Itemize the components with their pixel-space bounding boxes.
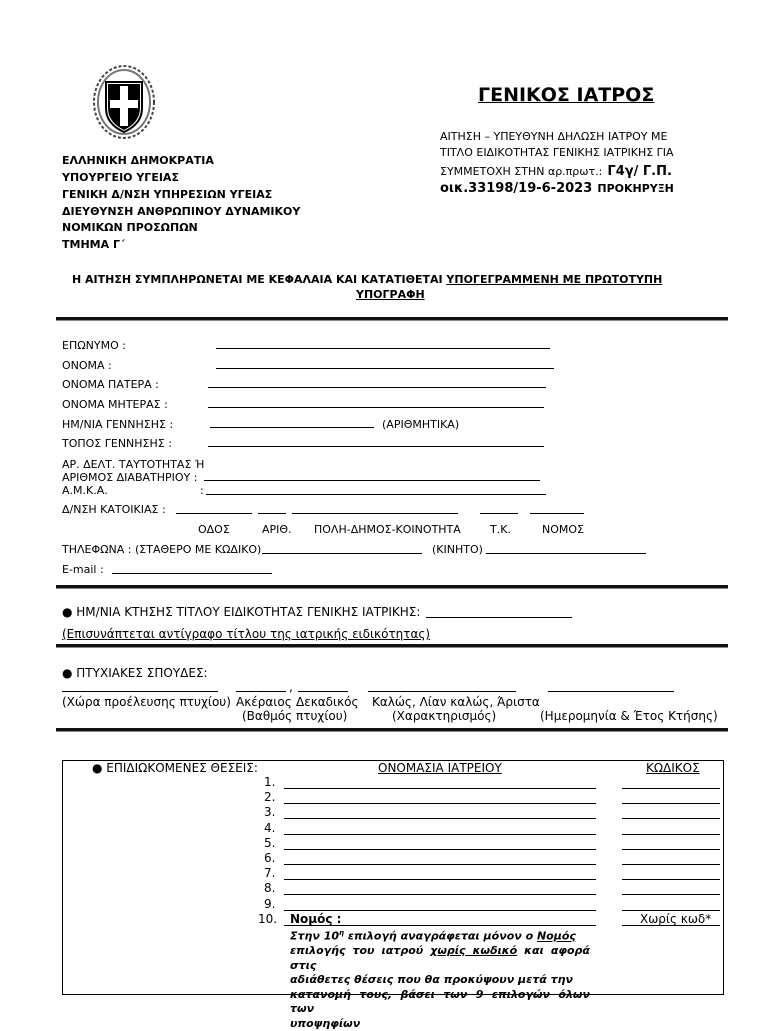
grade-comma: , bbox=[289, 680, 293, 694]
clinic-code-field[interactable] bbox=[622, 849, 720, 850]
no-code-underline bbox=[622, 925, 720, 926]
clinic-code-field[interactable] bbox=[622, 803, 720, 804]
birthplace-field[interactable] bbox=[208, 446, 544, 447]
note-line: επιλογής του ιατρού χωρίς κωδικό και αφορά στις bbox=[290, 944, 590, 972]
tenth-choice-note bbox=[290, 926, 590, 1031]
decimal-caption: Δεκαδικός bbox=[296, 695, 359, 709]
acquisition-date-field[interactable] bbox=[548, 691, 674, 692]
org-line: ΤΜΗΜΑ Γ΄ bbox=[62, 238, 125, 251]
position-row-number: 6. bbox=[264, 851, 276, 865]
postcode-field[interactable] bbox=[480, 513, 518, 514]
city-field[interactable] bbox=[292, 513, 458, 514]
birthplace-label: ΤΟΠΟΣ ΓΕΝΝΗΣΗΣ : bbox=[62, 437, 172, 450]
subtitle-line: ΤΙΤΛΟ ΕΙΔΙΚΟΤΗΤΑΣ ΓΕΝΙΚΗΣ ΙΑΤΡΙΚΗΣ ΓΙΑ bbox=[440, 146, 674, 159]
note-line: αδιάθετες θέσεις που θα προκύψουν μετά την bbox=[290, 973, 573, 987]
email-field[interactable] bbox=[112, 573, 272, 574]
clinic-name-field[interactable] bbox=[284, 834, 596, 835]
divider bbox=[56, 585, 728, 589]
notice-text: Η ΑΙΤΗΣΗ ΣΥΜΠΛΗΡΩΝΕΤΑΙ ΜΕ ΚΕΦΑΛΑΙΑ ΚΑΙ ΚΑΤΑΤΙΘΕΤΑΙ bbox=[72, 273, 447, 286]
date-caption: (Ημερομηνία & Έτος Κτήσης) bbox=[540, 709, 718, 723]
divider bbox=[56, 728, 728, 732]
protocol-code: Γ4γ/ Γ.Π. bbox=[607, 164, 672, 179]
clinic-code-field[interactable] bbox=[622, 879, 720, 880]
clinic-code-field[interactable] bbox=[622, 818, 720, 819]
org-line: ΥΠΟΥΡΓΕΙΟ ΥΓΕΙΑΣ bbox=[62, 171, 179, 184]
specialty-date-label: ● ΗΜ/ΝΙΑ ΚΤΗΣΗΣ ΤΙΤΛΟΥ ΕΙΔΙΚΟΤΗΤΑΣ ΓΕΝΙΚΗΣ ΙΑΤΡΙΚΗΣ: bbox=[62, 605, 421, 619]
amka-label: Α.Μ.Κ.Α. bbox=[62, 484, 108, 497]
clinic-name-field[interactable] bbox=[284, 803, 596, 804]
position-row-number: 1. bbox=[264, 775, 276, 789]
org-line: ΕΛΛΗΝΙΚΗ ΔΗΜΟΚΡΑΤΙΑ bbox=[62, 154, 214, 167]
address-part-prefecture: ΝΟΜΟΣ bbox=[542, 523, 584, 536]
divider bbox=[56, 644, 728, 648]
clinic-code-field[interactable] bbox=[622, 864, 720, 865]
notice-emphasis: ΥΠΟΓΕΓΡΑΜΜΕΝΗ ΜΕ ΠΡΩΤΟΤΥΠΗ bbox=[446, 273, 663, 286]
position-row-number: 4. bbox=[264, 820, 276, 835]
mother-field[interactable] bbox=[208, 407, 544, 408]
position-row-number: 8. bbox=[264, 881, 276, 896]
clinic-name-field[interactable] bbox=[284, 879, 596, 880]
grade-integer-field[interactable] bbox=[236, 691, 286, 692]
proclamation-label: ΠΡΟΚΗΡΥΞΗ bbox=[597, 182, 674, 195]
email-label: E-mail : bbox=[62, 563, 104, 576]
code-header: ΚΩΔΙΚΟΣ bbox=[646, 761, 700, 775]
address-part-street: ΟΔΟΣ bbox=[198, 523, 230, 536]
country-field[interactable] bbox=[62, 691, 218, 692]
id-label-1: ΑΡ. ΔΕΛΤ. ΤΑΥΤΟΤΗΤΑΣ Ή bbox=[62, 458, 205, 471]
notice-line-1 bbox=[72, 273, 662, 286]
specialty-note: (Επισυνάπτεται αντίγραφο τίτλου της ιατρικής ειδικότητας) bbox=[62, 627, 431, 641]
notice-line-2: ΥΠΟΓΡΑΦΗ bbox=[356, 288, 425, 301]
divider bbox=[56, 317, 728, 321]
name-label: ΟΝΟΜΑ : bbox=[62, 359, 112, 372]
characterization-caption: (Χαρακτηρισμός) bbox=[392, 709, 497, 723]
prefecture-field[interactable] bbox=[530, 513, 584, 514]
clinic-name-field[interactable] bbox=[284, 864, 596, 865]
subtitle-line: ΣΥΜΜΕΤΟΧΗ ΣΤΗΝ αρ.πρωτ.: bbox=[440, 165, 603, 178]
clinic-code-field[interactable] bbox=[622, 894, 720, 895]
surname-field[interactable] bbox=[216, 348, 550, 349]
position-row-number: 5. bbox=[264, 835, 276, 850]
note-line: υποψηφίων bbox=[290, 1016, 361, 1030]
specialty-date-field[interactable] bbox=[426, 617, 572, 618]
amka-colon: : bbox=[200, 484, 204, 497]
father-field[interactable] bbox=[208, 387, 546, 388]
mobile-label: (ΚΙΝΗΤΟ) bbox=[432, 543, 483, 556]
no-code-label: Χωρίς κωδ* bbox=[640, 912, 712, 926]
position-row-number: 10. bbox=[258, 911, 278, 926]
surname-label: ΕΠΩΝΥΜΟ : bbox=[62, 339, 126, 352]
amka-field[interactable] bbox=[206, 494, 546, 495]
street-field[interactable] bbox=[176, 513, 252, 514]
org-line: ΔΙΕΥΘΥΝΣΗ ΑΝΘΡΩΠΙΝΟΥ ΔΥΝΑΜΙΚΟΥ bbox=[62, 205, 301, 218]
characterization-field[interactable] bbox=[368, 691, 516, 692]
address-part-postcode: Τ.Κ. bbox=[490, 523, 511, 536]
mother-label: ΟΝΟΜΑ ΜΗΤΕΡΑΣ : bbox=[62, 398, 168, 411]
address-label: Δ/ΝΣΗ ΚΑΤΟΙΚΙΑΣ : bbox=[62, 503, 166, 516]
integer-caption: Ακέραιος bbox=[236, 695, 292, 709]
name-field[interactable] bbox=[216, 368, 554, 369]
nomos-label: Νομός : bbox=[290, 912, 342, 926]
mobile-field[interactable] bbox=[486, 553, 646, 554]
clinic-name-field[interactable] bbox=[284, 849, 596, 850]
grade-caption: (Βαθμός πτυχίου) bbox=[242, 709, 348, 723]
protocol-line-2 bbox=[440, 177, 674, 196]
clinic-name-header: ΟΝΟΜΑΣΙΑ ΙΑΤΡΕΙΟΥ bbox=[378, 761, 502, 775]
number-field[interactable] bbox=[258, 513, 286, 514]
phones-label: ΤΗΛΕΦΩΝΑ : (ΣΤΑΘΕΡΟ ΜΕ ΚΩΔΙΚΟ) bbox=[62, 543, 262, 556]
org-line: ΓΕΝΙΚΗ Δ/ΝΣΗ ΥΠΗΡΕΣΙΩΝ ΥΓΕΙΑΣ bbox=[62, 188, 273, 201]
birthdate-field[interactable] bbox=[210, 427, 374, 428]
clinic-name-field[interactable] bbox=[284, 788, 596, 789]
position-row-number: 7. bbox=[264, 866, 276, 881]
birthdate-hint: (ΑΡΙΘΜΗΤΙΚΑ) bbox=[382, 418, 460, 431]
father-label: ΟΝΟΜΑ ΠΑΤΕΡΑ : bbox=[62, 378, 159, 391]
address-part-number: ΑΡΙΘ. bbox=[262, 523, 292, 536]
id-label-2: ΑΡΙΘΜΟΣ ΔΙΑΒΑΤΗΡΙΟΥ : bbox=[62, 471, 198, 484]
greek-emblem bbox=[92, 64, 156, 140]
protocol-number: οικ.33198/19-6-2023 bbox=[440, 181, 593, 196]
country-caption: (Χώρα προέλευσης πτυχίου) bbox=[62, 695, 231, 709]
clinic-code-field[interactable] bbox=[622, 834, 720, 835]
position-row-number: 3. bbox=[264, 805, 276, 820]
position-row-number: 9. bbox=[264, 896, 276, 911]
landline-field[interactable] bbox=[262, 553, 422, 554]
clinic-code-field[interactable] bbox=[622, 910, 720, 911]
address-part-city: ΠΟΛΗ-ΔΗΜΟΣ-ΚΟΙΝΟΤΗΤΑ bbox=[314, 523, 461, 536]
clinic-name-field[interactable] bbox=[284, 910, 596, 911]
position-row-number: 2. bbox=[264, 790, 276, 805]
clinic-code-field[interactable] bbox=[622, 788, 720, 789]
note-line: Στην $10^\eta$ επιλογή αναγράφεται μόνον ο Νομός bbox=[290, 929, 576, 943]
grade-decimal-field[interactable] bbox=[298, 691, 348, 692]
id-field[interactable] bbox=[204, 480, 540, 481]
form-title: ΓΕΝΙΚΟΣ ΙΑΤΡΟΣ bbox=[478, 84, 655, 106]
positions-label: ● ΕΠΙΔΙΩΚΟΜΕΝΕΣ ΘΕΣΕΙΣ: bbox=[92, 761, 258, 775]
clinic-name-field[interactable] bbox=[284, 894, 596, 895]
subtitle-line: ΑΙΤΗΣΗ – ΥΠΕΥΘΥΝΗ ΔΗΛΩΣΗ ΙΑΤΡΟΥ ΜΕ bbox=[440, 130, 668, 143]
org-line: ΝΟΜΙΚΩΝ ΠΡΟΣΩΠΩΝ bbox=[62, 221, 198, 234]
birthdate-label: ΗΜ/ΝΙΑ ΓΕΝΝΗΣΗΣ : bbox=[62, 418, 174, 431]
note-line: κατανομή τους, βάσει των 9 επιλογών όλων των bbox=[290, 987, 590, 1016]
studies-label: ● ΠΤΥΧΙΑΚΕΣ ΣΠΟΥΔΕΣ: bbox=[62, 666, 208, 680]
clinic-name-field[interactable] bbox=[284, 818, 596, 819]
ranks-caption: Καλώς, Λίαν καλώς, Άριστα bbox=[372, 695, 540, 709]
